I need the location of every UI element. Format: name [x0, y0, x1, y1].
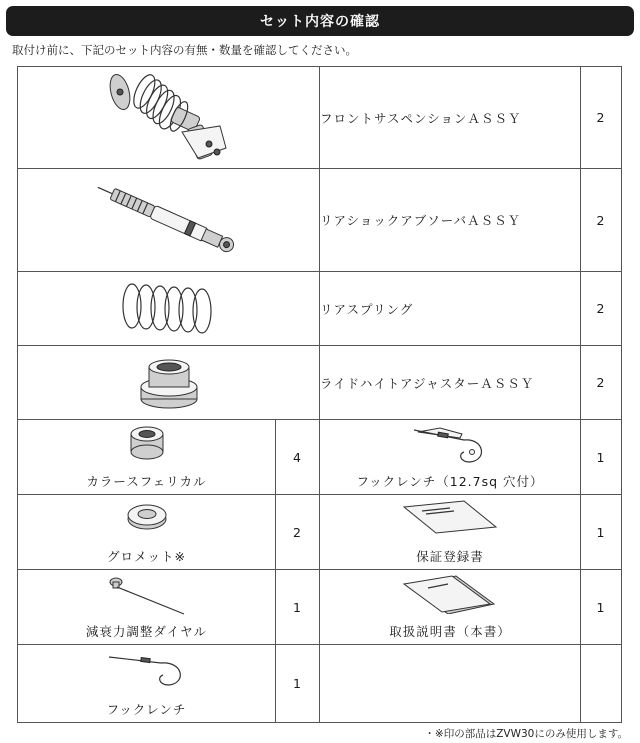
damping-dial-name: 減衰力調整ダイヤル — [85, 624, 208, 639]
front-suspension-image-cell — [18, 67, 320, 169]
rear-spring-qty: 2 — [581, 272, 622, 346]
ride-height-name: ライドハイトアジャスターＡＳＳＹ — [320, 346, 581, 420]
rear-shock-qty: 2 — [581, 169, 622, 272]
table-row — [18, 272, 622, 346]
parts-table — [17, 66, 622, 723]
warranty-qty: 1 — [581, 495, 622, 570]
collar-cell — [18, 420, 276, 495]
section-title — [6, 6, 634, 36]
table-row — [18, 495, 622, 570]
collar-name: カラースフェリカル — [86, 474, 207, 489]
warranty-name: 保証登録書 — [416, 549, 484, 564]
hook-wrench-127-qty: 1 — [581, 420, 622, 495]
damping-dial-cell — [18, 570, 276, 645]
manual-name: 取扱説明書（本書） — [389, 624, 511, 639]
ride-height-image-cell — [18, 346, 320, 420]
manual-cell — [320, 570, 581, 645]
front-suspension-name: フロントサスペンションＡＳＳＹ — [320, 67, 581, 169]
hook-wrench-name: フックレンチ — [106, 702, 187, 717]
grommet-qty: 2 — [276, 495, 320, 570]
rear-shock-absorber-icon — [89, 171, 249, 267]
front-suspension-qty: 2 — [581, 67, 622, 169]
grommet-name: グロメット※ — [107, 549, 186, 564]
grommet-cell — [18, 495, 276, 570]
table-row — [18, 570, 622, 645]
rear-shock-name: リアショックアブソーバＡＳＳＹ — [320, 169, 581, 272]
coil-spring-icon — [114, 276, 224, 338]
table-row — [18, 645, 622, 723]
front-suspension-icon — [94, 68, 244, 164]
hook-wrench-icon — [105, 649, 189, 687]
warranty-document-icon — [400, 499, 500, 535]
manual-qty: 1 — [581, 570, 622, 645]
hook-wrench-127-name: フックレンチ（12.7sq 穴付） — [356, 474, 544, 489]
table-row — [18, 67, 622, 169]
rear-spring-image-cell — [18, 272, 320, 346]
grommet-icon — [125, 499, 169, 533]
empty-cell — [320, 645, 581, 723]
damping-dial-qty: 1 — [276, 570, 320, 645]
ride-height-adjuster-icon — [134, 349, 204, 413]
hook-wrench-qty: 1 — [276, 645, 320, 723]
ride-height-qty: 2 — [581, 346, 622, 420]
spherical-collar-icon — [127, 424, 167, 462]
section-title-text: セット内容の確認 — [260, 14, 380, 30]
hook-wrench-cell — [18, 645, 276, 723]
table-row — [18, 420, 622, 495]
hook-wrench-127-cell — [320, 420, 581, 495]
empty-qty-cell — [581, 645, 622, 723]
intro-text: 取付け前に、下記のセット内容の有無・数量を確認してください。 — [12, 43, 357, 57]
table-row — [18, 346, 622, 420]
rear-spring-name: リアスプリング — [320, 272, 581, 346]
table-row — [18, 169, 622, 272]
hook-wrench-with-hole-icon — [410, 424, 490, 464]
footnote: ・※印の部品はZVW30にのみ使用します。 — [424, 728, 628, 740]
manual-document-icon — [400, 574, 500, 614]
collar-qty: 4 — [276, 420, 320, 495]
damping-dial-icon — [102, 574, 192, 616]
rear-shock-image-cell — [18, 169, 320, 272]
warranty-cell — [320, 495, 581, 570]
